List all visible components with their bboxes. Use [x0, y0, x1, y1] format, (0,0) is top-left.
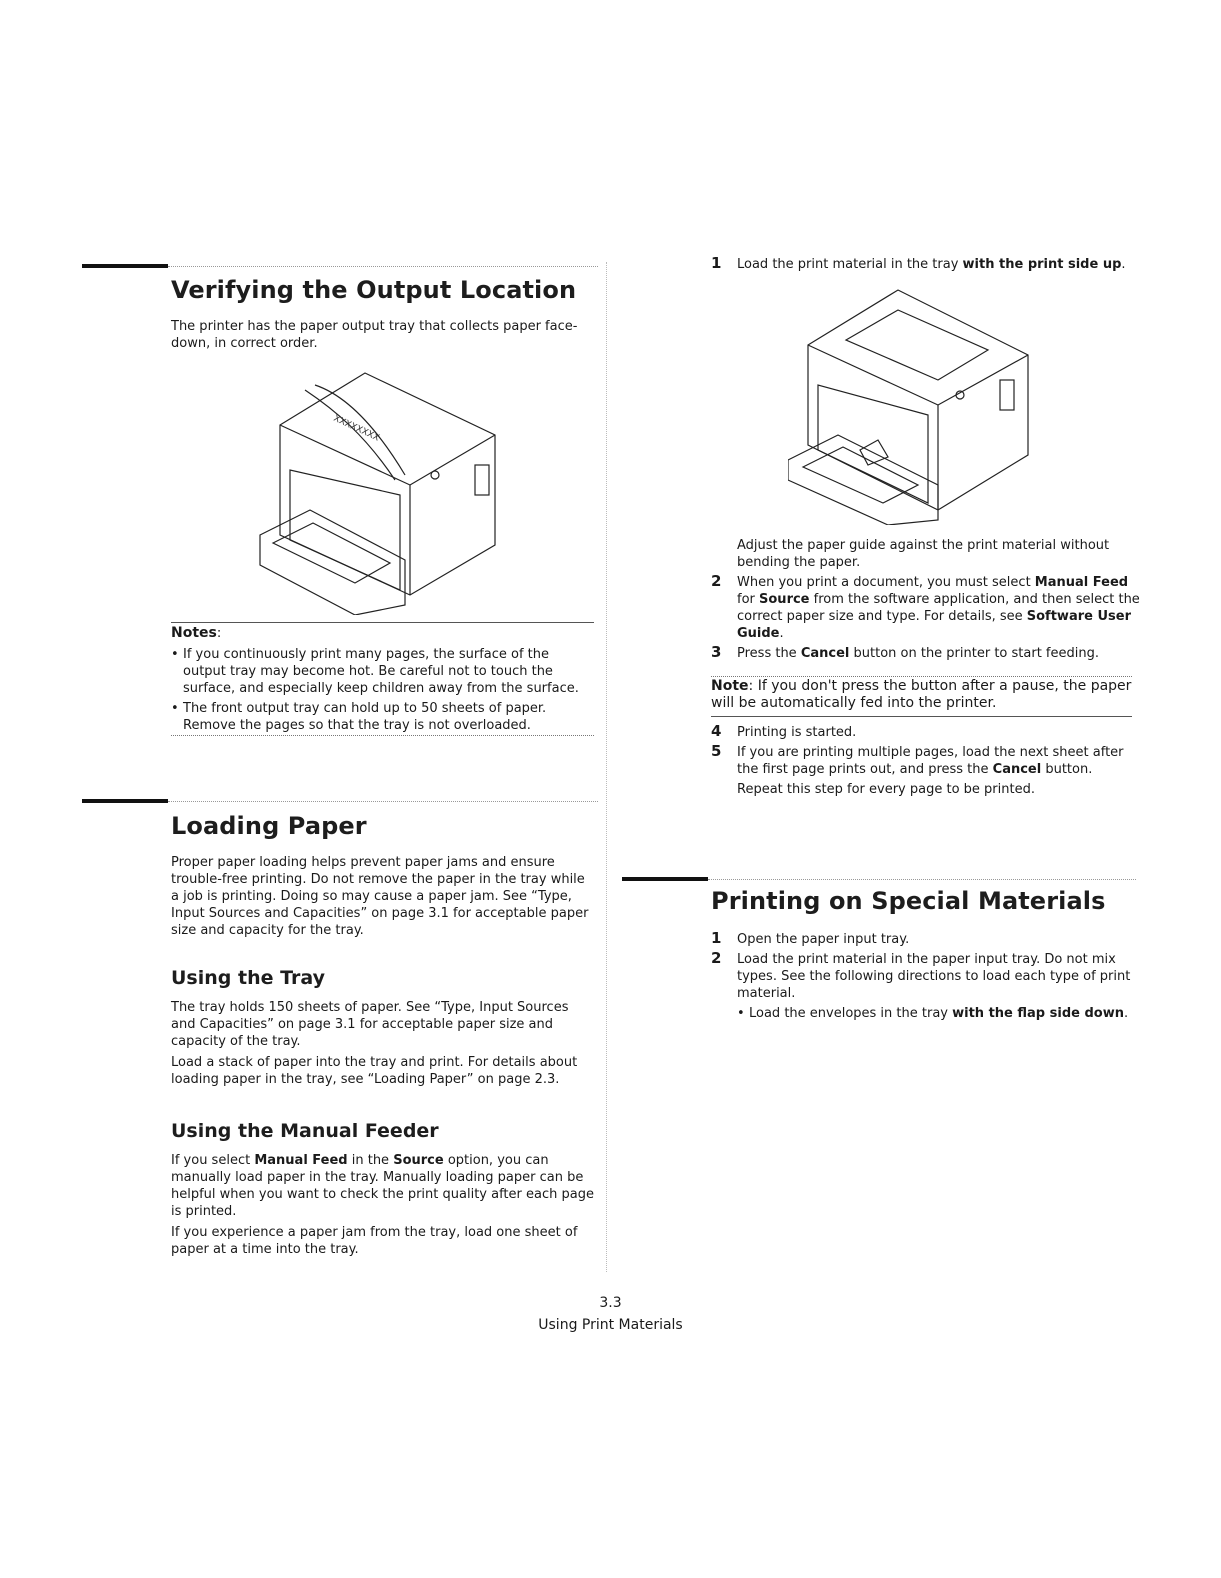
special-bullet-envelopes: • Load the envelopes in the tray with the flap side down.	[737, 1005, 1141, 1022]
note-label: Note	[711, 678, 749, 694]
manual-paragraph-1: If you select Manual Feed in the Source option, you can manually load paper in the tray. Manually loading paper can be helpful when you want to check the print quality after each page is printed.	[171, 1153, 594, 1219]
right-steps-continued	[711, 724, 1141, 798]
note-block	[711, 678, 1136, 712]
right-step-2: 2 When you print a document, you must select Manual Feed for Source from the software application, and then select the correct paper size and type. For details, see Software User Guide.	[711, 572, 1140, 641]
note-item: • If you continuously print many pages, the surface of the output tray may become hot. Be careful not to touch the surface, and especially keep children away from the surface.	[171, 646, 596, 697]
adjust-text: Adjust the paper guide against the print material without bending the paper.	[737, 538, 1110, 570]
tray-paragraph-1: The tray holds 150 sheets of paper. See “Type, Input Sources and Capacities” on page 3.1 for acceptable paper size and capacity of the tray.	[171, 1000, 569, 1049]
note-item: • The front output tray can hold up to 50 sheets of paper. Remove the pages so that the tray is not overloaded.	[171, 700, 596, 734]
right-step-3: 3 Press the Cancel button on the printer to start feeding.	[711, 643, 1099, 661]
loading-title: Loading Paper	[171, 812, 367, 840]
right-steps	[711, 537, 1141, 665]
repeat-text: Repeat this step for every page to be printed.	[737, 782, 1035, 797]
note-rule-top	[711, 676, 1132, 677]
step-number: 1	[711, 254, 722, 272]
right-step-1: 1 Load the print material in the tray with the print side up.	[711, 254, 1126, 272]
verify-title: Verifying the Output Location	[171, 276, 577, 304]
column-divider	[606, 262, 607, 1272]
section-rule-verify	[168, 266, 598, 267]
section-bar-special	[622, 877, 708, 881]
verify-section	[171, 276, 596, 352]
notes-rule-bottom	[171, 735, 594, 736]
special-bullets	[737, 1005, 1141, 1022]
notes-title: Notes	[171, 625, 217, 641]
printer-output-figure	[255, 365, 505, 615]
note-rule-bottom	[711, 716, 1132, 717]
printer-loading-figure	[788, 285, 1033, 525]
section-rule-special	[708, 879, 1136, 880]
loading-intro: Proper paper loading helps prevent paper jams and ensure trouble-free printing. Do not remove the paper in the tray while a job is printing. Doing so may cause a paper jam. See “Type, Input Sources and Capacities” on page 3.1 for acceptable paper size and capacity for the tray.	[171, 855, 589, 938]
manual-paragraph-2: If you experience a paper jam from the tray, load one sheet of paper at a time into the tray.	[171, 1225, 578, 1257]
notes-list	[171, 646, 596, 734]
notes-rule-top	[171, 622, 594, 623]
section-rule-loading	[168, 801, 598, 802]
special-step-1: 1 Open the paper input tray.	[711, 929, 910, 947]
notes-colon: :	[216, 626, 222, 641]
right-step-5: 5 If you are printing multiple pages, load the next sheet after the first page prints out, and press the Cancel button.	[711, 742, 1124, 777]
section-bar-verify	[82, 264, 168, 268]
tray-title: Using the Tray	[171, 967, 325, 989]
manual-title: Using the Manual Feeder	[171, 1120, 439, 1142]
chapter-name: Using Print Materials	[538, 1317, 683, 1333]
notes-block	[171, 625, 596, 737]
note-text: : If you don't press the button after a pause, the paper will be automatically fed into the printer.	[711, 678, 1132, 711]
special-step-2: 2 Load the print material in the paper input tray. Do not mix types. See the following directions to load each type of print material.	[711, 949, 1131, 1001]
section-bar-loading	[82, 799, 168, 803]
special-title: Printing on Special Materials	[711, 887, 1106, 915]
figure-paper-text: XXXXXXXX	[331, 413, 381, 444]
special-section	[711, 887, 1141, 1025]
loading-section	[171, 812, 596, 1258]
verify-intro: The printer has the paper output tray that collects paper face-down, in correct order.	[171, 319, 578, 351]
page-footer	[0, 1292, 1221, 1336]
tray-paragraph-2: Load a stack of paper into the tray and print. For details about loading paper in the tray, see “Loading Paper” on page 2.3.	[171, 1055, 578, 1087]
right-step-4: 4 Printing is started.	[711, 722, 857, 740]
page-number: 3.3	[599, 1295, 622, 1311]
